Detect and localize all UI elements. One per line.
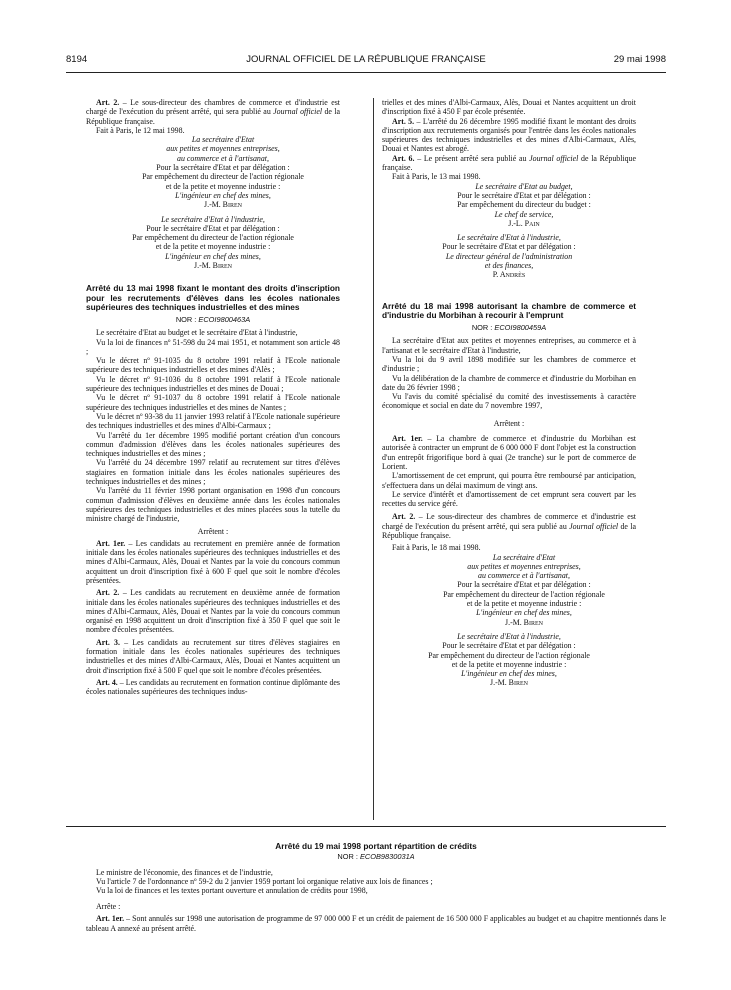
signature-line: Le secrétaire d'Etat au budget, xyxy=(475,181,573,191)
right-art5: Art. 5. – L'arrêté du 26 décembre 1995 modifié fixant le montant des droits d'inscription aux recrutements organisés pour l'entrée dans les écoles nationales supérieures des techniques industrielles et des mines d'Albi-Carmaux, Alès, Douai et Nantes est abrogé. xyxy=(382,116,637,154)
signature-line: Par empêchement du directeur de l'action régionale xyxy=(443,589,605,599)
bottom-nor: NOR : ECOB9830031A xyxy=(337,852,415,862)
body-paragraph: La secrétaire d'Etat aux petites et moyennes entreprises, au commerce et à l'artisanat et le secrétaire d'Etat à l'industrie, xyxy=(382,336,636,355)
left-fait: Fait à Paris, le 12 mai 1998. xyxy=(96,125,185,135)
right-signature-2 xyxy=(382,233,636,279)
left-articles xyxy=(86,539,340,697)
body-paragraph: Vu l'arrêté du 11 février 1998 portant organisation en 1998 d'un concours commun d'admission d'élèves en deuxième année dans les écoles nationales supérieures des techniques industrielles et des mines placées sous la tutelle du ministre chargé de l'industrie, xyxy=(86,486,340,524)
body-paragraph: Vu l'arrêté du 1er décembre 1995 modifié portant création d'un concours commun d'admission d'élèves dans les écoles nationales supérieures des techniques industrielles et des mines ; xyxy=(86,430,340,459)
right-art6: Art. 6. – Le présent arrêté sera publié au Journal officiel de la République française. xyxy=(382,153,637,173)
body-paragraph: Vu la loi du 9 avril 1898 modifiée sur les chambres de commerce et d'industrie ; xyxy=(382,354,636,374)
signature-line: au commerce et à l'artisanat, xyxy=(478,571,570,581)
right-signature-4 xyxy=(382,632,636,688)
left-column xyxy=(86,98,340,700)
bottom-section xyxy=(86,842,666,933)
signature-line: P. Andrès xyxy=(492,270,526,280)
signature-line: J.-L. Pain xyxy=(508,218,540,228)
right-nor: NOR : ECOI9800459A xyxy=(471,323,547,333)
signature-line: Pour la secrétaire d'Etat et par délégation : xyxy=(457,580,591,590)
bottom-arrete: Arrête : xyxy=(96,901,121,911)
left-nor: NOR : ECOI9800463A xyxy=(175,314,251,324)
right-signature-3 xyxy=(382,553,636,627)
body-paragraph: Vu l'avis du comité spécialisé du comité des investissements à caractère économique et social en date du 7 novembre 1997, xyxy=(382,392,636,411)
body-paragraph: Vu l'article 7 de l'ordonnance nº 59-2 du 2 janvier 1959 portant loi organique relative aux lois de finances ; xyxy=(96,877,433,887)
right-column xyxy=(382,98,636,688)
right-body xyxy=(382,336,636,410)
body-paragraph: Le secrétaire d'Etat au budget et le secrétaire d'Etat à l'industrie, xyxy=(96,328,298,338)
bottom-arrete-title: Arrêté du 19 mai 1998 portant répartition de crédits xyxy=(275,841,477,851)
issue-date: 29 mai 1998 xyxy=(613,54,666,65)
signature-line: L'ingénieur en chef des mines, xyxy=(476,608,572,618)
right-arretent: Arrêtent : xyxy=(493,418,525,428)
body-paragraph: Vu le décret nº 93-38 du 11 janvier 1993 relatif à l'Ecole nationale supérieure des techniques industrielles et des mines d'Albi-Carmaux ; xyxy=(86,411,340,431)
body-paragraph: Vu la loi de finances et les textes portant ouverture et annulation de crédits pour 1998, xyxy=(96,886,368,896)
signature-line: Le secrétaire d'Etat à l'industrie, xyxy=(457,233,561,243)
signature-line: Pour le secrétaire d'Etat et par délégation : xyxy=(457,190,591,200)
left-arrete-title: Arrêté du 13 mai 1998 fixant le montant des droits d'inscription pour les recrutements d'élèves dans les écoles nationales supérieures des techniques industrielles et des mines xyxy=(86,283,340,312)
body-paragraph: Vu l'arrêté du 24 décembre 1997 relatif au recrutement sur titres d'élèves stagiaires en formation initiale dans les écoles nationales supérieures des techniques industrielles et des mines ; xyxy=(86,458,340,486)
signature-line: Le secrétaire d'Etat à l'industrie, xyxy=(161,214,265,224)
signature-line: La secrétaire d'Etat xyxy=(492,552,556,562)
bottom-art1: Art. 1er. – Sont annulés sur 1998 une autorisation de programme de 97 000 000 F et un crédit de paiement de 16 500 000 F applicables au budget et au chapitre mentionnés dans le tableau A annexé au présent arrêté. xyxy=(86,914,666,933)
left-arretent: Arrêtent : xyxy=(197,527,229,537)
signature-line: Le secrétaire d'Etat à l'industrie, xyxy=(457,631,561,641)
signature-line: aux petites et moyennes entreprises, xyxy=(166,144,280,154)
bottom-body xyxy=(86,868,666,896)
signature-line: et de la petite et moyenne industrie : xyxy=(155,242,271,252)
left-body xyxy=(86,328,340,523)
signature-line: au commerce et à l'artisanat, xyxy=(177,153,269,163)
right-fait: Fait à Paris, le 13 mai 1998. xyxy=(392,172,481,182)
body-paragraph: Vu le décret nº 91-1035 du 8 octobre 1991 relatif à l'Ecole nationale supérieure des techniques industrielles et des mines d'Alès ; xyxy=(86,356,340,375)
body-paragraph: Vu le décret nº 91-1037 du 8 octobre 1991 relatif à l'Ecole nationale supérieure des techniques industrielles et des mines de Nantes ; xyxy=(86,393,340,412)
body-paragraph: Vu la délibération de la chambre de commerce et d'industrie du Morbihan en date du 26 février 1998 ; xyxy=(382,373,636,392)
body-paragraph: Vu le décret nº 91-1036 du 8 octobre 1991 relatif à l'Ecole nationale supérieure des techniques industrielles et des mines de Douai ; xyxy=(86,374,340,394)
body-paragraph: Le ministre de l'économie, des finances et de l'industrie, xyxy=(96,867,273,877)
page-number: 8194 xyxy=(66,54,88,65)
signature-line: L'ingénieur en chef des mines, xyxy=(165,251,261,261)
signature-line: Pour la secrétaire d'Etat et par délégation : xyxy=(156,163,290,173)
right-art1-p3: Le service d'intérêt et d'amortissement de cet emprunt sera couvert par les recettes du service géré. xyxy=(382,489,636,509)
header-rule xyxy=(66,72,666,73)
signature-line: Par empêchement du directeur de l'action régionale xyxy=(142,172,304,182)
left-signature-1 xyxy=(86,135,340,209)
signature-line: aux petites et moyennes entreprises, xyxy=(467,561,581,571)
journal-title: JOURNAL OFFICIEL DE LA RÉPUBLIQUE FRANÇAISE xyxy=(246,54,486,65)
signature-line: Par empêchement du directeur de l'action régionale xyxy=(428,650,590,660)
signature-line: J.-M. Biren xyxy=(490,678,528,688)
article-paragraph: Art. 4. – Les candidats au recrutement en formation continue diplômante des écoles nationales supérieures des techniques indus- xyxy=(86,677,340,697)
left-art2: Art. 2. – Le sous-directeur des chambres de commerce et d'industrie est chargé de l'exécution du présent arrêté, qui sera publié au Journal officiel de la République française. xyxy=(86,98,340,126)
signature-line: Par empêchement du directeur du budget : xyxy=(457,200,591,210)
signature-line: et de la petite et moyenne industrie : xyxy=(466,599,582,609)
section-rule xyxy=(66,826,666,827)
left-signature-2 xyxy=(86,215,340,271)
signature-line: J.-M. Biren xyxy=(505,617,543,627)
right-arrete-title: Arrêté du 18 mai 1998 autorisant la chambre de commerce et d'industrie du Morbihan à recourir à l'emprunt xyxy=(382,300,636,320)
article-paragraph: Art. 3. – Les candidats au recrutement sur titres d'élèves stagiaires en formation initiale dans les écoles nationales supérieures des techniques industrielles et des mines d'Albi-Carmaux, Alès, Douai et Nantes acquittent un droit d'inscription fixé à 500 F quel que soit le nombre d'écoles présentées. xyxy=(86,637,341,675)
right-art1-p2: L'amortissement de cet emprunt, qui pourra être remboursé par anticipation, s'effectuera dans un délai maximum de vingt ans. xyxy=(382,471,636,490)
signature-line: Par empêchement du directeur de l'action régionale xyxy=(132,233,294,243)
signature-line: L'ingénieur en chef des mines, xyxy=(175,190,271,200)
signature-line: Le directeur général de l'administration xyxy=(445,251,573,261)
right-signature-1 xyxy=(382,182,636,228)
signature-line: J.-M. Biren xyxy=(194,261,232,271)
signature-line: La secrétaire d'Etat xyxy=(191,135,255,145)
signature-line: Pour le secrétaire d'Etat et par délégation : xyxy=(442,641,576,651)
signature-line: et des finances, xyxy=(484,261,534,271)
body-paragraph: Vu la loi de finances nº 51-598 du 24 mai 1951, et notamment son article 48 ; xyxy=(86,337,340,356)
signature-line: Le chef de service, xyxy=(494,209,554,219)
article-paragraph: Art. 1er. – Les candidats au recrutement en première année de formation initiale dans les écoles nationales supérieures des techniques industrielles et des mines d'Albi-Carmaux, Alès, Douai et Nantes par la voie du concours commun acquittent un droit d'inscription fixé à 600 F quel que soit le nombre d'écoles présentées. xyxy=(86,538,340,585)
article-paragraph: Art. 2. – Les candidats au recrutement en deuxième année de formation initiale dans les écoles nationales supérieures des techniques industrielles et des mines d'Albi-Carmaux, Alès, Douai et Nantes par la voie du concours commun organisé en 1998 acquittent un droit d'inscription fixé à 350 F quel que soit le nombre d'écoles présentées. xyxy=(86,588,340,635)
right-art2: Art. 2. – Le sous-directeur des chambres de commerce et d'industrie est chargé de l'exécution du présent arrêté, qui sera publié au Journal officiel de la République française. xyxy=(382,512,636,540)
page-header xyxy=(66,54,666,68)
signature-line: Pour le secrétaire d'Etat et par délégation : xyxy=(146,223,280,233)
signature-line: et de la petite et moyenne industrie : xyxy=(451,659,567,669)
signature-line: Pour le secrétaire d'Etat et par délégation : xyxy=(442,242,576,252)
column-divider xyxy=(373,98,374,820)
signature-line: et de la petite et moyenne industrie : xyxy=(165,181,281,191)
right-fait-2: Fait à Paris, le 18 mai 1998. xyxy=(392,543,481,553)
signature-line: J.-M. Biren xyxy=(204,200,242,210)
right-art1: Art. 1er. – La chambre de commerce et d'industrie du Morbihan est autorisée à contracter un emprunt de 6 000 000 F dont l'objet est la construction d'un entrepôt frigorifique bord à quai (2e tranche) sur le port de commerce de Lorient. xyxy=(382,434,636,471)
right-continuation: trielles et des mines d'Albi-Carmaux, Alès, Douai et Nantes acquittent un droit d'inscription fixé à 450 F par école présentée. xyxy=(382,98,636,117)
signature-line: L'ingénieur en chef des mines, xyxy=(461,669,557,679)
